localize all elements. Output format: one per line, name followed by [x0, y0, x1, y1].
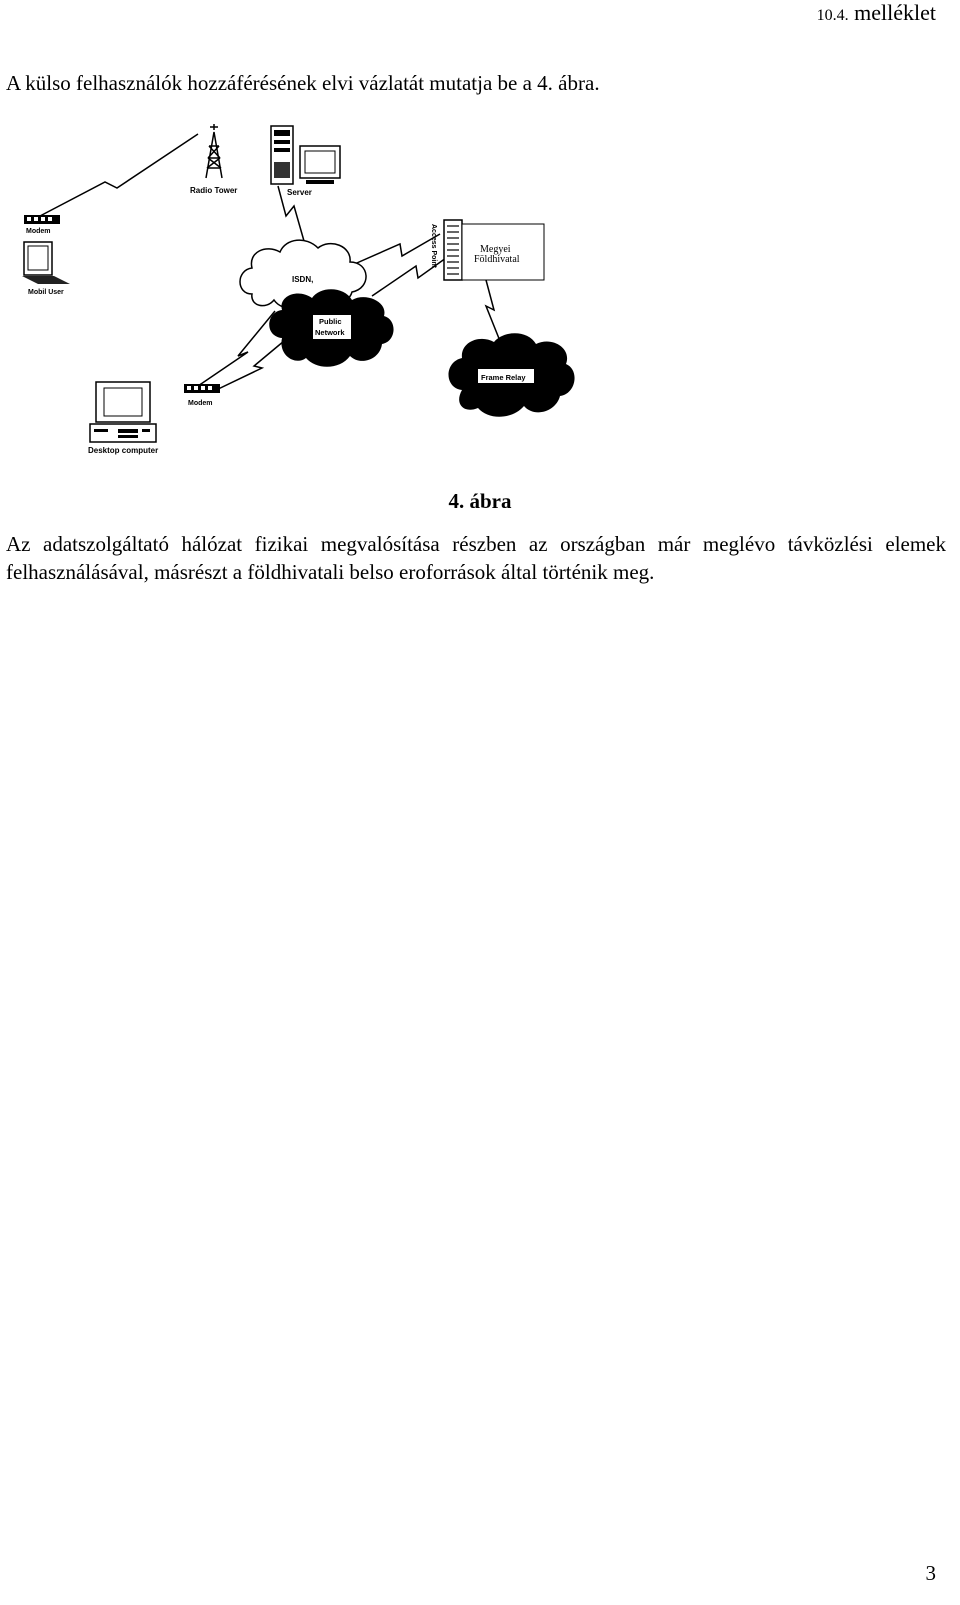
link-modem-radio: [40, 134, 198, 216]
link-access-frame: [486, 280, 502, 346]
laptop-icon: [22, 242, 70, 284]
header-label: melléklet: [854, 0, 936, 25]
page-number: 3: [925, 1561, 936, 1585]
modem-bottom-label: Modem: [188, 400, 213, 407]
server-monitor-icon: [300, 146, 340, 184]
public-network-label-1: Public: [319, 317, 342, 326]
body-paragraph: Az adatszolgáltató hálózat fizikai megvalósítása részben az országban már meglévo távközlési elemek felhasználásával, másrészt a földhivatali belso eroforrások által történik meg.: [6, 532, 946, 584]
modem-top-label: Modem: [26, 228, 51, 235]
header-number: 10.4.: [816, 7, 849, 24]
megyei-label: Megyei: [480, 244, 511, 255]
isdn-label: ISDN,: [292, 275, 314, 284]
radio-tower-icon: [206, 124, 222, 178]
link-isdn-access: [350, 234, 440, 266]
figure-caption: 4. ábra: [448, 489, 512, 513]
access-point-icon: [444, 220, 462, 280]
network-diagram: [0, 116, 620, 461]
mobil-user-label: Mobil User: [28, 289, 64, 296]
frame-relay-label: Frame Relay: [481, 373, 526, 382]
radio-tower-label: Radio Tower: [190, 186, 238, 195]
desktop-computer-icon: [90, 382, 156, 442]
page-header: [817, 0, 936, 29]
access-point-label: Access Point: [430, 224, 437, 268]
foldhivatal-label: Földhivatal: [474, 254, 520, 265]
link-cloud-modem: [212, 336, 290, 392]
public-network-label-2: Network: [315, 328, 345, 337]
server-label: Server: [287, 188, 312, 197]
intro-text: A külso felhasználók hozzáférésének elvi vázlatát mutatja be a 4. ábra.: [6, 71, 600, 95]
desktop-computer-label: Desktop computer: [88, 446, 159, 455]
link-public-modem: [198, 311, 275, 386]
modem-top-icon: [24, 215, 60, 224]
server-icon: [271, 126, 293, 184]
modem-bottom-icon: [184, 384, 220, 393]
